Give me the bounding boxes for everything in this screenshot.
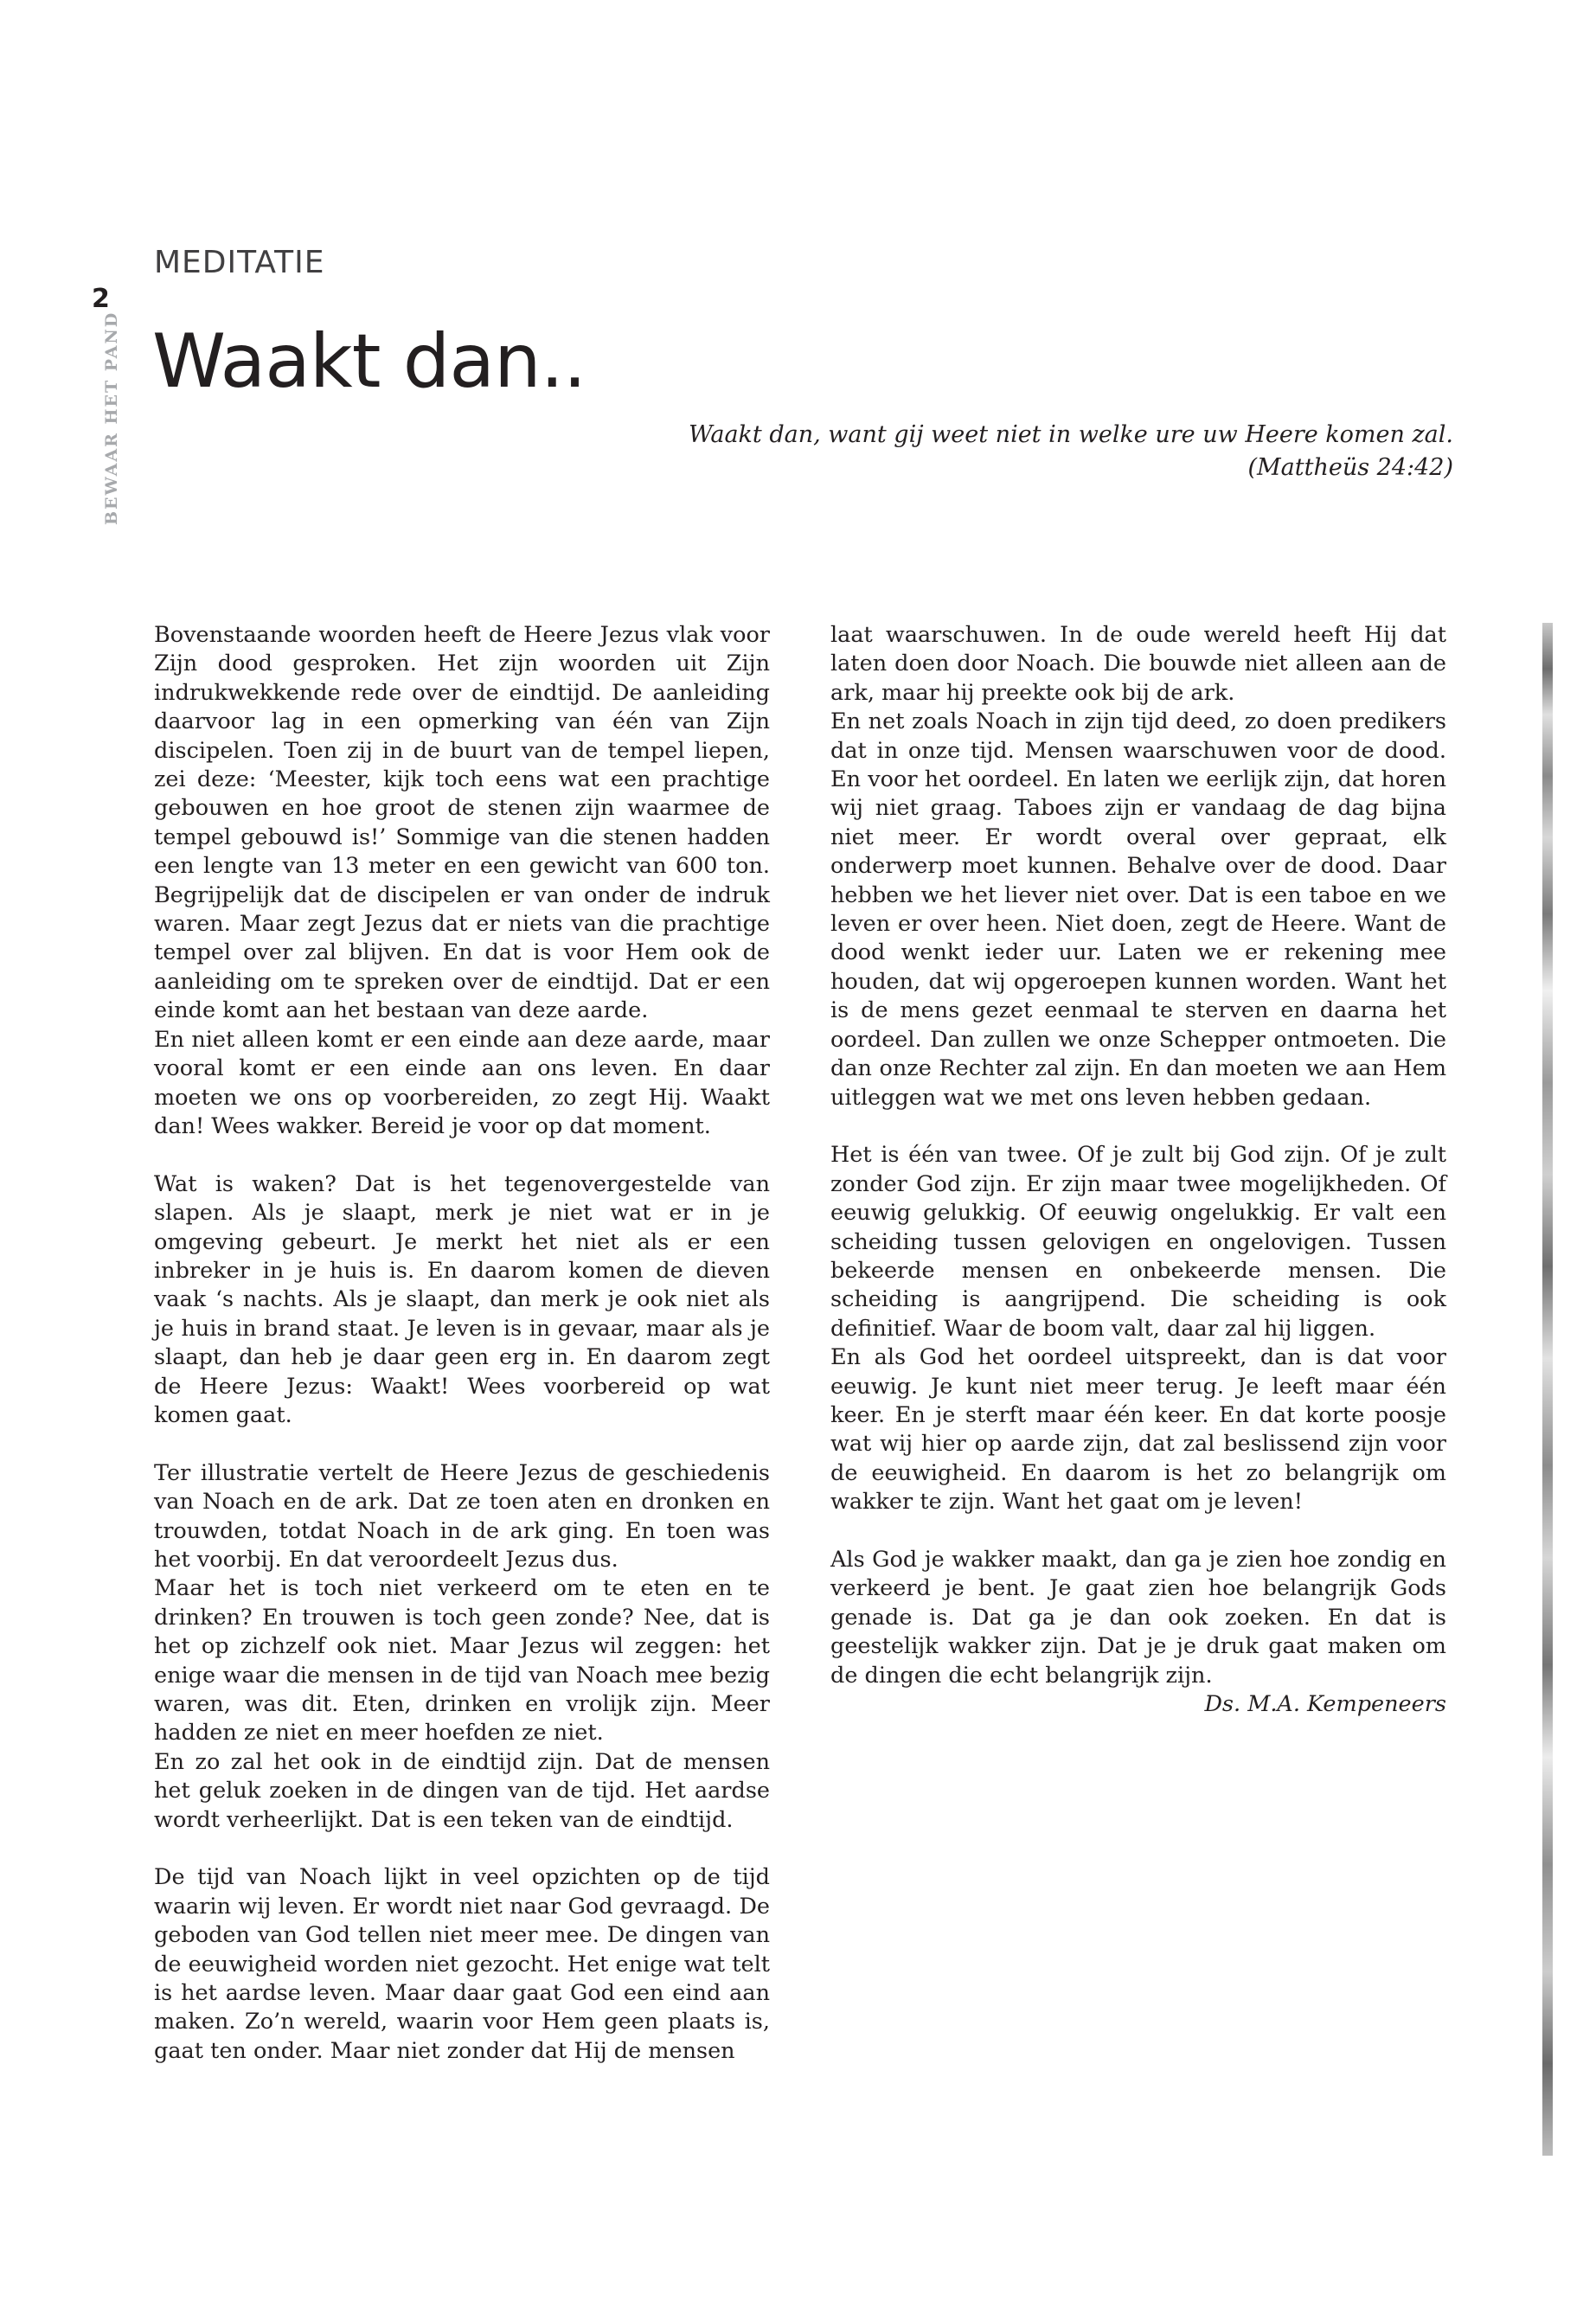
epigraph-quote: Waakt dan, want gij weet niet in welke ure uw Heere komen zal.	[688, 421, 1453, 448]
author-signature: Ds. M.A. Kempeneers	[1204, 1691, 1446, 1717]
left-column	[154, 621, 770, 2066]
paragraph: Wat is waken? Dat is het tegenovergestelde van slapen. Als je slaapt, merk je niet wat er in je omgeving gebeurt. Je merkt het niet als er een inbreker in je huis is. En daarom komen de dieven vaak ‘s nachts. Als je slaapt, dan merk je ook niet als je huis in brand staat. Je leven is in gevaar, maar als je slaapt, dan heb je daar geen erg in. En daarom zegt de Heere Jezus: Waakt! Wees voorbereid op wat komen gaat.	[154, 1170, 770, 1428]
paragraph: En zo zal het ook in de eindtijd zijn. Dat de mensen het geluk zoeken in de dingen van de tijd. Het aardse wordt verheerlijkt. Dat is een teken van de eindtijd.	[154, 1748, 770, 1833]
epigraph-reference: (Mattheüs 24:42)	[1247, 454, 1453, 481]
article-title: Waakt dan..	[152, 318, 586, 405]
paragraph: Ter illustratie vertelt de Heere Jezus de geschiedenis van Noach en de ark. Dat ze toen aten en dronken en trouwden, totdat Noach in de ark ging. En toen was het voorbij. En dat veroordeelt Jezus dus.	[154, 1459, 770, 1573]
section-label: MEDITATIE	[154, 245, 325, 280]
right-column	[830, 621, 1446, 1719]
paragraph: Maar het is toch niet verkeerd om te eten en te drinken? En trouwen is toch geen zonde? Nee, dat is het op zichzelf ook niet. Maar Jezus wil zeggen: het enige waar die mensen in de tijd van Noach mee bezig waren, was dit. Eten, drinken en vrolijk zijn. Meer hadden ze niet en meer hoefden ze niet.	[154, 1575, 770, 1747]
paragraph: Het is één van twee. Of je zult bij God zijn. Of je zult zonder God zijn. Er zijn maar twee mogelijkheden. Of eeuwig gelukkig. Of eeuwig ongelukkig. Er valt een scheiding tussen gelovigen en ongelovigen. Tussen bekeerde mensen en onbekeerde mensen. Die scheiding is aangrijpend. Die scheiding is ook definitief. Waar de boom valt, daar zal hij liggen.	[830, 1142, 1446, 1342]
magazine-name-vertical: BEWAAR HET PAND	[102, 311, 121, 525]
page-edge-image-strip	[1542, 623, 1553, 2156]
page-number: 2	[92, 284, 110, 314]
epigraph	[689, 419, 1453, 484]
paragraph: Als God je wakker maakt, dan ga je zien hoe zondig en verkeerd je bent. Je gaat zien hoe belangrijk Gods genade is. Dat ga je dan ook zoeken. En dat is geestelijk wakker zijn. Dat je je druk gaat maken om de dingen die echt belangrijk zijn.	[830, 1546, 1446, 1689]
paragraph: En als God het oordeel uitspreekt, dan is dat voor eeuwig. Je kunt niet meer terug. Je leeft maar één keer. En je sterft maar één keer. En dat korte poosje wat wij hier op aarde zijn, dat zal beslissend zijn voor de eeuwigheid. En daarom is het zo belangrijk om wakker te zijn. Want het gaat om je leven!	[830, 1344, 1446, 1516]
paragraph: En niet alleen komt er een einde aan deze aarde, maar vooral komt er een einde aan ons leven. En daar moeten we ons op voorbereiden, zo zegt Hij. Waakt dan! Wees wakker. Bereid je voor op dat moment.	[154, 1026, 770, 1139]
paragraph: laat waarschuwen. In de oude wereld heeft Hij dat laten doen door Noach. Die bouwde niet alleen aan de ark, maar hij preekte ook bij de ark.	[830, 622, 1446, 706]
paragraph: De tijd van Noach lijkt in veel opzichten op de tijd waarin wij leven. Er wordt niet naar God gevraagd. De geboden van God tellen niet meer mee. De dingen van de eeuwigheid worden niet gezocht. Het enige wat telt is het aardse leven. Maar daar gaat God een eind aan maken. Zo’n wereld, waarin voor Hem geen plaats is, gaat ten onder. Maar niet zonder dat Hij de mensen	[154, 1864, 770, 2064]
paragraph: Bovenstaande woorden heeft de Heere Jezus vlak voor Zijn dood gesproken. Het zijn woorden uit Zijn indrukwekkende rede over de eindtijd. De aanleiding daarvoor lag in een opmerking van één van Zijn discipelen. Toen zij in de buurt van de tempel liepen, zei deze: ‘Meester, kijk toch eens wat een prachtige gebouwen en hoe groot de stenen zijn waarmee de tempel gebouwd is!’ Sommige van die stenen hadden een lengte van 13 meter en een gewicht van 600 ton. Begrijpelijk dat de discipelen er van onder de indruk waren. Maar zegt Jezus dat er niets van die prachtige tempel over zal blijven. En dat is voor Hem ook de aanleiding om te spreken over de eindtijd. Dat er een einde komt aan het bestaan van deze aarde.	[154, 622, 770, 1024]
paragraph: En net zoals Noach in zijn tijd deed, zo doen predikers dat in onze tijd. Mensen waarschuwen voor de dood. En voor het oordeel. En laten we eerlijk zijn, dat horen wij niet graag. Taboes zijn er vandaag de dag bijna niet meer. Er wordt overal over gepraat, elk onderwerp moet kunnen. Behalve over de dood. Daar hebben we het liever niet over. Dat is een taboe en we leven er over heen. Niet doen, zegt de Heere. Want de dood wenkt ieder uur. Laten we er rekening mee houden, dat wij opgeroepen kunnen worden. Want het is de mens gezet eenmaal te sterven en daarna het oordeel. Dan zullen we onze Schepper ontmoeten. Die dan onze Rechter zal zijn. En dan moeten we aan Hem uitleggen wat we met ons leven hebben gedaan.	[830, 708, 1446, 1111]
